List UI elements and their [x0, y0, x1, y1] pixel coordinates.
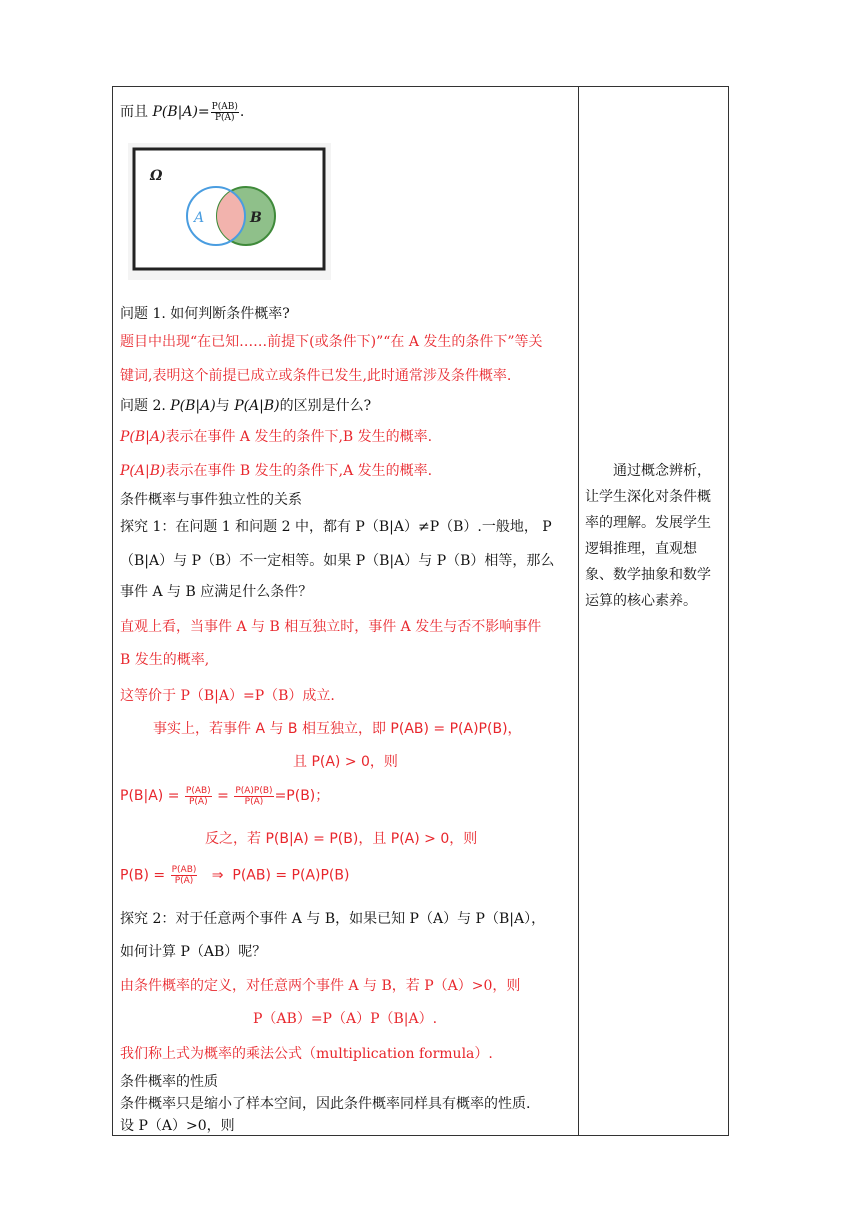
- venn-label-a: A: [194, 210, 205, 226]
- converse-derivation: P(B) = $\frac{P(AB)}{P(A)}$ ⇒ P(AB) = P(A)P(B): [120, 865, 350, 886]
- explore-2-line-2: 如何计算 P（AB）呢？: [120, 944, 267, 960]
- multiplication-formula: P（AB）=P（A）P（B|A）.: [253, 1011, 438, 1027]
- definition-line: 由条件概率的定义，对任意两个事件 A 与 B，若 P（A）>0，则: [120, 978, 521, 994]
- fraction: $\frac{P(AB)}{P(A)}$: [185, 785, 211, 807]
- reason-line-4: 事实上，若事件 A 与 B 相互独立，即 P(AB) = P(A)P(B)，: [153, 721, 522, 737]
- heading-properties: 条件概率的性质: [120, 1074, 218, 1090]
- formula-name-line: 我们称上式为概率的乘法公式（multiplication formula）.: [120, 1046, 493, 1062]
- derivation-line: P(B|A) = $\frac{P(AB)}{P(A)}$ = $\frac{P(A)P(B)}{P(A)}$ =P(B)；: [120, 785, 330, 807]
- heading-independence: 条件概率与事件独立性的关系: [120, 492, 302, 508]
- converse-line: 反之，若 P(B|A) = P(B)，且 P(A) > 0，则: [205, 831, 478, 847]
- answer-1-line-2: 键词,表明这个前提已成立或条件已发生,此时通常涉及条件概率.: [120, 368, 512, 384]
- explore-1-line-2: （B|A）与 P（B）不一定相等。如果 P（B|A）与 P（B）相等，那么: [120, 553, 555, 569]
- properties-line-2: 设 P（A）>0，则: [120, 1118, 235, 1134]
- answer-1-line-1: 题目中出现“在已知……前提下(或条件下)”“在 A 发生的条件下”等关: [120, 334, 543, 350]
- question-1: 问题 1. 如何判断条件概率?: [120, 306, 290, 322]
- explore-1-line-3: 事件 A 与 B 应满足什么条件？: [120, 584, 313, 600]
- explore-2-line-1: 探究 2：对于任意两个事件 A 与 B，如果已知 P（A）与 P（B|A），: [120, 911, 546, 927]
- column-divider: [578, 87, 579, 1135]
- lesson-table: [112, 86, 729, 1136]
- fraction: $\frac{P(A)P(B)}{P(A)}$: [235, 785, 273, 807]
- answer-2-line-2: P(A|B)表示在事件 B 发生的条件下,A 发生的概率.: [120, 463, 433, 479]
- properties-line-1: 条件概率只是缩小了样本空间，因此条件概率同样具有概率的性质.: [120, 1096, 531, 1112]
- venn-label-b: B: [250, 210, 262, 226]
- omega-label: Ω: [150, 168, 163, 184]
- reason-line-1: 直观上看，当事件 A 与 B 相互独立时，事件 A 发生与否不影响事件: [120, 619, 542, 635]
- question-2: 问题 2. P(B|A)与 P(A|B)的区别是什么?: [120, 398, 372, 414]
- fraction: $\frac{P(AB)}{P(A)}$: [171, 865, 197, 886]
- explore-1-line-1: 探究 1：在问题 1 和问题 2 中，都有 P（B|A）≠P（B）.一般地， P: [120, 519, 552, 535]
- venn-diagram: [128, 143, 331, 280]
- answer-2-line-1: P(B|A)表示在事件 A 发生的条件下,B 发生的概率.: [120, 429, 433, 445]
- reason-line-5: 且 P(A) > 0，则: [293, 754, 398, 770]
- side-note: 通过概念辨析，让学生深化对条件概率的理解。发展学生逻辑推理，直观想象、数学抽象和数学运算的核心素养。: [585, 463, 711, 609]
- reason-line-3: 这等价于 P（B|A）=P（B）成立.: [120, 688, 335, 704]
- reason-line-2: B 发生的概率,: [120, 652, 210, 668]
- formula-line-intro: 而且 P(B|A)= $\frac{P(AB)}{P(A)}$ .: [120, 101, 245, 123]
- fraction: $\frac{P(AB)}{P(A)}$: [211, 101, 238, 123]
